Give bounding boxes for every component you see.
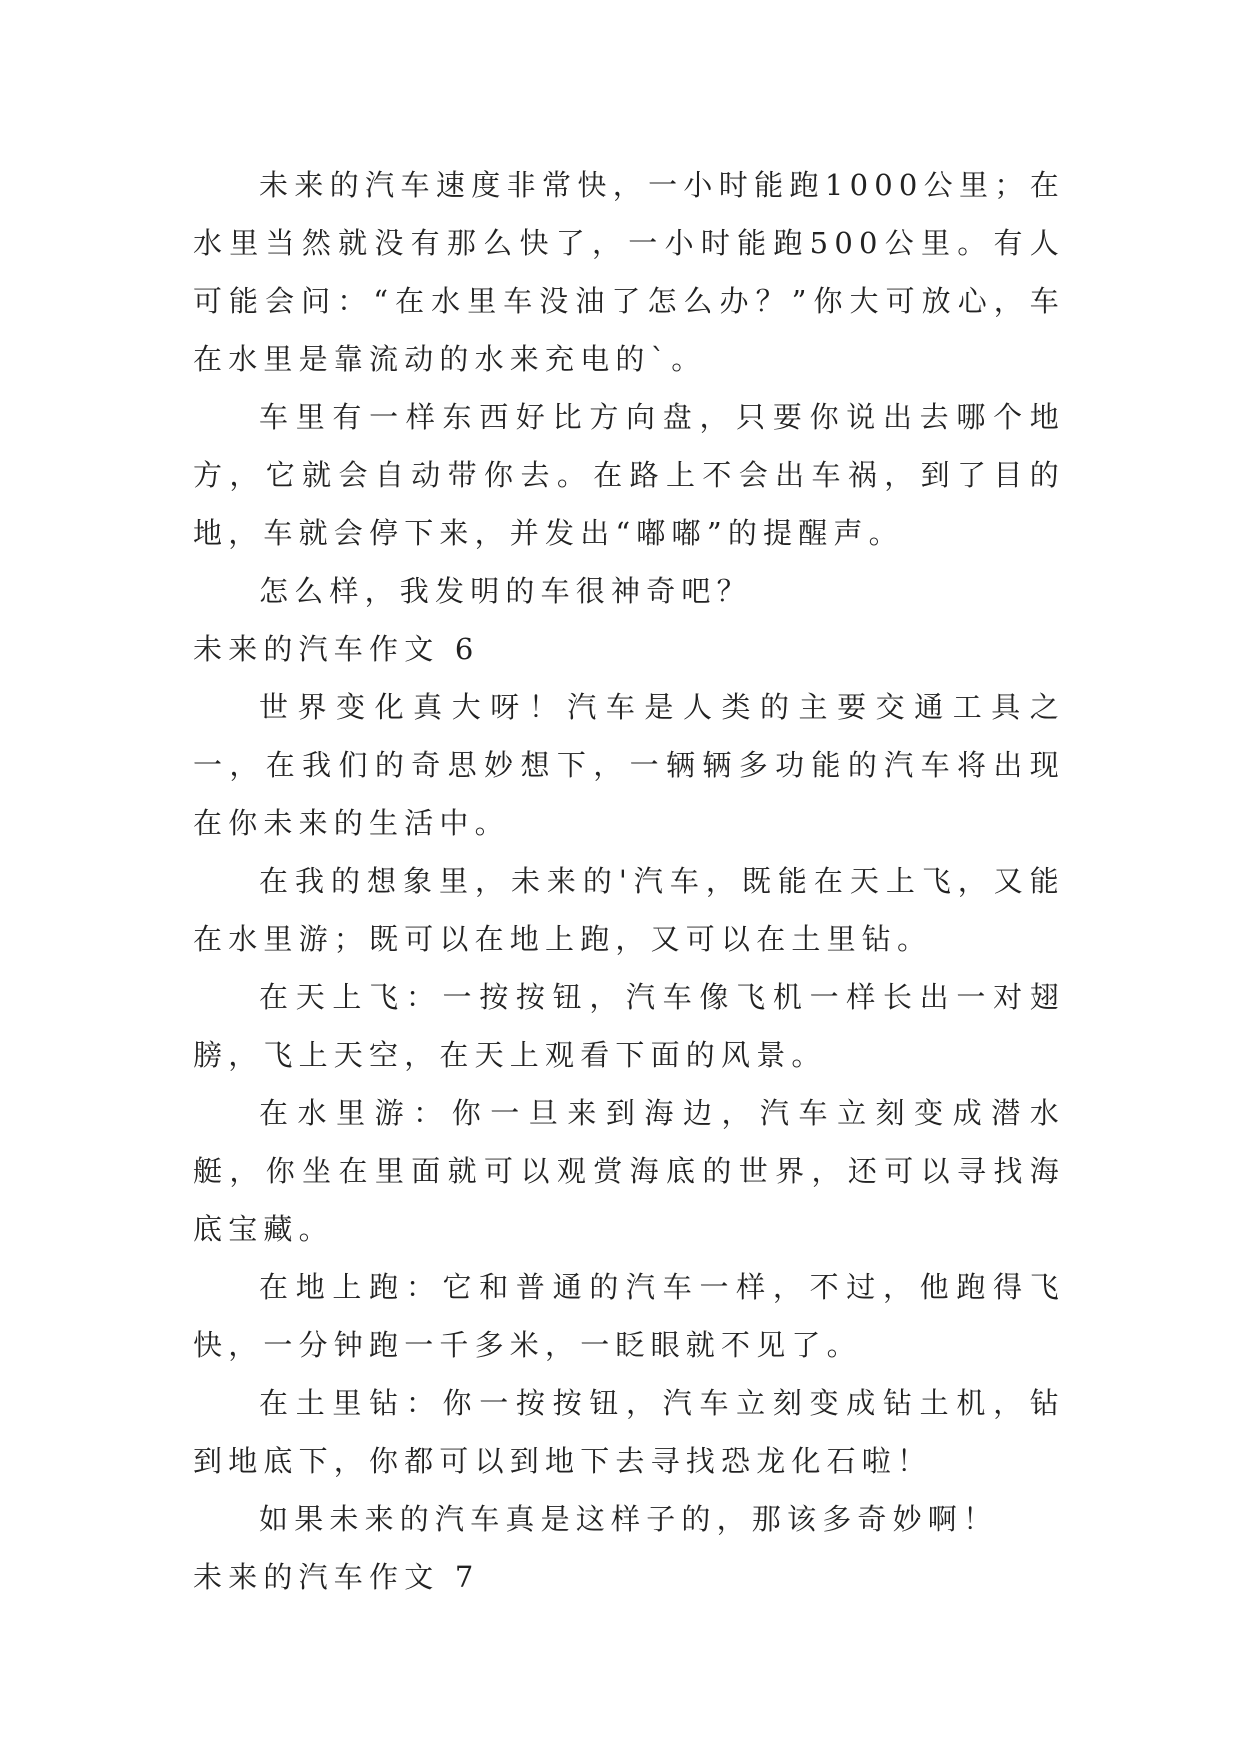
paragraph-6: 在天上飞：一按按钮，汽车像飞机一样长出一对翅膀，飞上天空，在天上观看下面的风景。 xyxy=(193,980,1065,1072)
paragraph-8: 在地上跑：它和普通的汽车一样，不过，他跑得飞快，一分钟跑一千多米，一眨眼就不见了。 xyxy=(193,1270,1065,1362)
section-heading-6: 未来的汽车作文 6 xyxy=(193,632,480,666)
paragraph-5: 在我的想象里，未来的'汽车，既能在天上飞，又能在水里游；既可以在地上跑，又可以在土里钻。 xyxy=(193,864,1065,956)
paragraph-4: 世界变化真大呀！汽车是人类的主要交通工具之一，在我们的奇思妙想下，一辆辆多功能的汽车将出现在你未来的生活中。 xyxy=(193,690,1065,840)
paragraph-10: 如果未来的汽车真是这样子的，那该多奇妙啊！ xyxy=(259,1502,999,1536)
section-heading-7: 未来的汽车作文 7 xyxy=(193,1560,480,1594)
paragraph-9: 在土里钻：你一按按钮，汽车立刻变成钻土机，钻到地底下，你都可以到地下去寻找恐龙化石啦！ xyxy=(193,1386,1065,1478)
paragraph-1: 未来的汽车速度非常快，一小时能跑1000公里；在水里当然就没有那么快了，一小时能跑500公里。有人可能会问：“在水里车没油了怎么办？”你大可放心，车在水里是靠流动的水来充电的`。 xyxy=(193,168,1065,376)
paragraph-2: 车里有一样东西好比方向盘，只要你说出去哪个地方，它就会自动带你去。在路上不会出车祸，到了目的地，车就会停下来，并发出“嘟嘟”的提醒声。 xyxy=(193,400,1065,550)
paragraph-3: 怎么样，我发明的车很神奇吧？ xyxy=(259,574,752,608)
document-page xyxy=(193,156,1065,1606)
paragraph-7: 在水里游：你一旦来到海边，汽车立刻变成潜水艇，你坐在里面就可以观赏海底的世界，还可以寻找海底宝藏。 xyxy=(193,1096,1065,1246)
